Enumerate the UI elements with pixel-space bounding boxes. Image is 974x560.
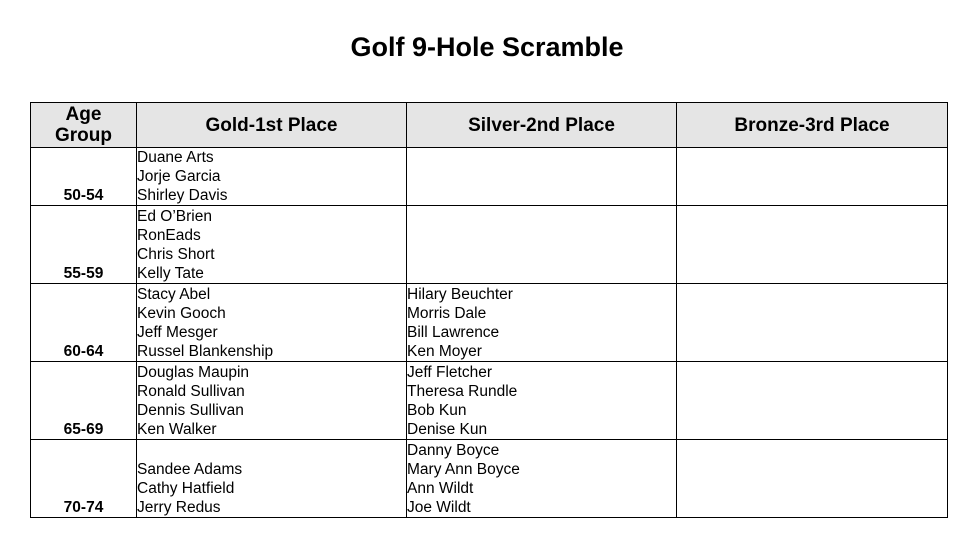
player-name: Ken Walker — [137, 421, 217, 438]
gold-cell — [137, 362, 407, 440]
bronze-cell — [677, 284, 948, 362]
gold-cell — [137, 206, 407, 284]
player-name: Kelly Tate — [137, 265, 204, 282]
bronze-cell — [677, 148, 948, 206]
player-name: Stacy Abel — [137, 286, 211, 303]
age-group-cell: 50-54 — [31, 148, 137, 206]
player-name: Shirley Davis — [137, 187, 228, 204]
bronze-cell — [677, 440, 948, 518]
page-title: Golf 9-Hole Scramble — [350, 32, 624, 62]
silver-cell — [407, 440, 677, 518]
player-name: Theresa Rundle — [407, 383, 518, 400]
player-name: Jeff Fletcher — [407, 364, 493, 381]
gold-cell — [137, 284, 407, 362]
player-name: Ken Moyer — [407, 343, 482, 360]
silver-cell — [407, 284, 677, 362]
table-row — [31, 206, 948, 284]
player-name: Duane Arts — [137, 149, 214, 166]
age-group-header-line2: Group — [55, 125, 112, 146]
player-name: Douglas Maupin — [137, 364, 250, 381]
silver-cell — [407, 148, 677, 206]
bronze-cell — [677, 206, 948, 284]
player-name: Jeff Mesger — [137, 324, 218, 341]
age-group-header-line1: Age — [65, 104, 102, 125]
player-name: Joe Wildt — [407, 499, 471, 516]
player-name: Chris Short — [137, 246, 215, 263]
player-name: Bill Lawrence — [407, 324, 500, 341]
player-name: Sandee Adams — [137, 461, 243, 478]
age-group-header — [31, 103, 137, 148]
silver-header: Silver-2nd Place — [407, 103, 677, 148]
player-name: Morris Dale — [407, 305, 487, 322]
results-table — [30, 102, 948, 518]
player-name: Ed O’Brien — [137, 208, 212, 225]
table-row — [31, 148, 948, 206]
table-row — [31, 284, 948, 362]
silver-cell — [407, 362, 677, 440]
player-name: Cathy Hatfield — [137, 480, 235, 497]
player-name: Russel Blankenship — [137, 343, 274, 360]
player-name: Bob Kun — [407, 402, 467, 419]
player-name: Jerry Redus — [137, 499, 221, 516]
player-name: Denise Kun — [407, 421, 488, 438]
player-name: Dennis Sullivan — [137, 402, 244, 419]
bronze-cell — [677, 362, 948, 440]
player-name: RonEads — [137, 227, 201, 244]
gold-header: Gold-1st Place — [137, 103, 407, 148]
player-name: Danny Boyce — [407, 442, 500, 459]
age-group-cell: 60-64 — [31, 284, 137, 362]
player-name: Ronald Sullivan — [137, 383, 245, 400]
age-group-cell: 70-74 — [31, 440, 137, 518]
player-name: Ann Wildt — [407, 480, 474, 497]
age-group-cell: 55-59 — [31, 206, 137, 284]
player-name: Kevin Gooch — [137, 305, 226, 322]
silver-cell — [407, 206, 677, 284]
table-row — [31, 362, 948, 440]
age-group-cell: 65-69 — [31, 362, 137, 440]
player-name: Mary Ann Boyce — [407, 461, 520, 478]
player-name: Hilary Beuchter — [407, 286, 513, 303]
player-name: Jorje Garcia — [137, 168, 221, 185]
header-row — [31, 103, 948, 148]
gold-cell — [137, 440, 407, 518]
gold-cell — [137, 148, 407, 206]
table-row — [31, 440, 948, 518]
bronze-header: Bronze-3rd Place — [677, 103, 948, 148]
